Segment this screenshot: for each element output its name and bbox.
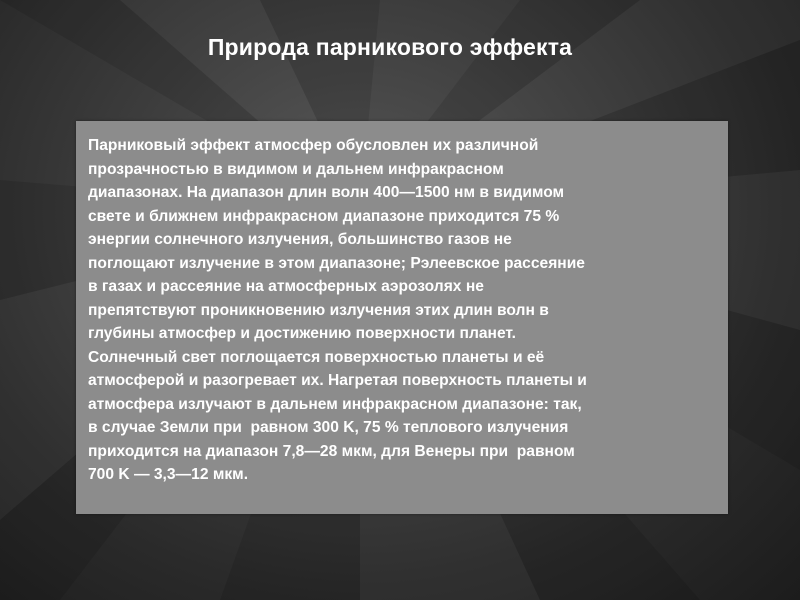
body-line: атмосфера излучают в дальнем инфракрасном диапазоне: так, [88, 395, 582, 413]
body-line: поглощают излучение в этом диапазоне; Рэлеевское рассеяние [88, 254, 585, 272]
body-line: Парниковый эффект атмосфер обусловлен их различной [88, 137, 539, 154]
body-line: 700 K — 3,3—12 мкм. [88, 466, 249, 483]
body-line: энергии солнечного излучения, большинство газов не [88, 231, 512, 248]
body-line: в газах и рассеяние на атмосферных аэрозолях не [88, 278, 484, 295]
body-line: Солнечный свет поглощается поверхностью планеты и её [88, 348, 545, 366]
body-line: препятствуют проникновению излучения этих длин волн в [88, 301, 549, 319]
body-line: атмосферой и разогревает их. Нагретая поверхность планеты и [88, 372, 587, 389]
slide-title: Природа парникового эффекта [207, 34, 573, 60]
body-line: прозрачностью в видимом и дальнем инфракрасном [88, 160, 504, 178]
body-line: диапазонах. На диапазон длин волн 400—1500 нм в видимом [88, 184, 565, 201]
body-line: в случае Земли при равном 300 K, 75 % теплового излучения [88, 419, 569, 436]
body-line: приходится на диапазон 7,8—28 мкм, для Венеры при равном [88, 442, 575, 460]
body-line: свете и ближнем инфракрасном диапазоне приходится 75 % [88, 207, 560, 225]
body-line: глубины атмосфер и достижению поверхности планет. [88, 325, 517, 342]
body-paragraph [88, 134, 724, 487]
